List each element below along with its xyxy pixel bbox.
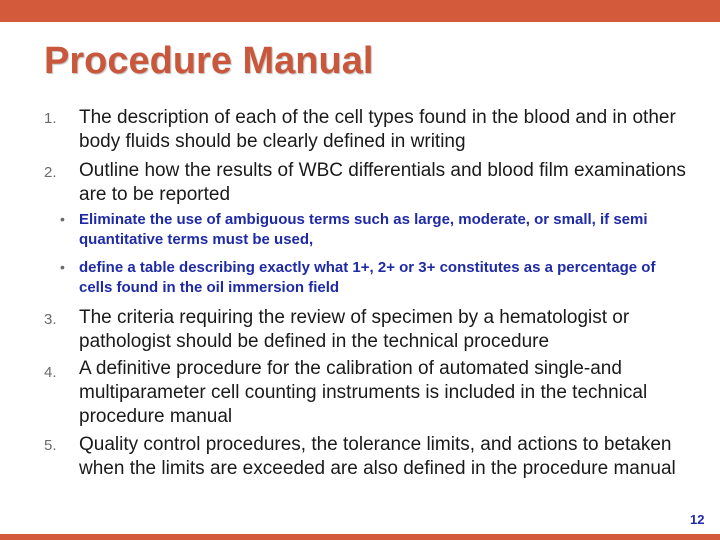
list-item-1: The description of each of the cell types found in the blood and in other body fluids should be clearly defined in writing [79,107,676,152]
item-number-4: 4. [44,364,57,381]
sub-item-1: Eliminate the use of ambiguous terms such as large, moderate, or small, if semi quantitative terms must be used, [79,211,648,248]
list-item-2: Outline how the results of WBC differentials and blood film examinations are to be reported [79,160,686,205]
item-number-5: 5. [44,437,57,454]
top-accent-bar [0,0,720,22]
slide-title: Procedure Manual [44,40,374,82]
sub-bullet-2: • [60,259,65,275]
page-number: 12 [690,512,705,527]
sub-bullet-1: • [60,211,65,227]
list-item-5: Quality control procedures, the tolerance limits, and actions to betaken when the limits are exceeded are also defined in the procedure manual [79,434,676,479]
item-number-1: 1. [44,110,57,127]
list-item-4: A definitive procedure for the calibration of automated single-and multiparameter cell counting instruments is included in the technical procedure manual [79,358,648,427]
bottom-accent-bar [0,534,720,540]
item-number-2: 2. [44,164,57,181]
sub-item-2: define a table describing exactly what 1+, 2+ or 3+ constitutes as a percentage of cells found in the oil immersion field [79,259,656,296]
list-item-3: The criteria requiring the review of specimen by a hematologist or pathologist should be defined in the technical procedure [79,307,630,352]
item-number-3: 3. [44,311,57,328]
